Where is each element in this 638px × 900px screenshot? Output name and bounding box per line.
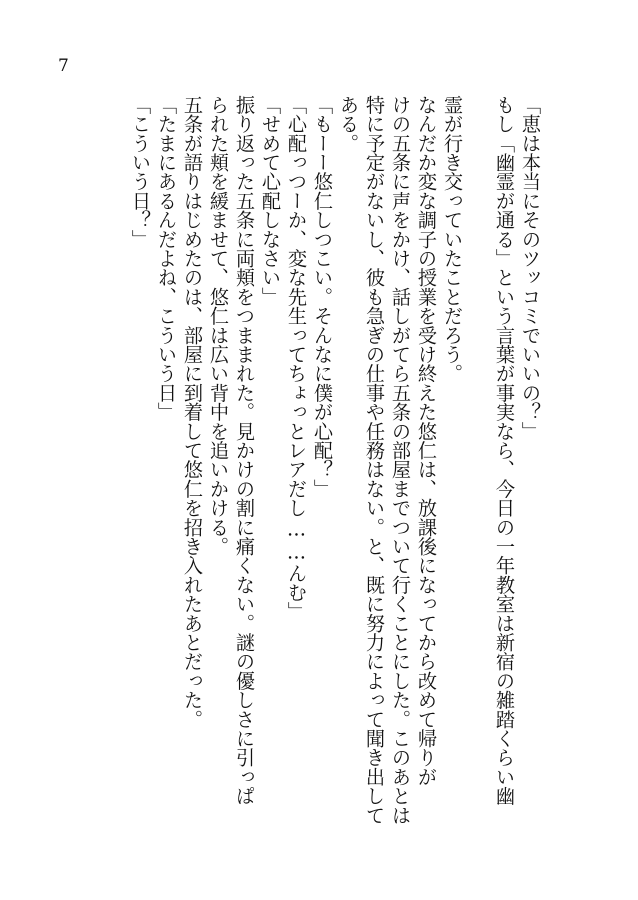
text-line: 「せめて心配しなさい」 [259, 95, 282, 307]
text-line: 振り返った五条に両頬をつままれた。見かけの割に痛くない。謎の優しさに引っぱ [233, 95, 256, 806]
text-line: 五条が語りはじめたのは、部屋に到着して悠仁を招き入れたあとだった。 [181, 95, 204, 729]
novel-text-column [127, 95, 543, 825]
text-line: 「恵は本当にそのツッコミでいいの？」 [519, 95, 542, 441]
text-line: 「たまにあるんだよね、こういう日」 [155, 95, 178, 422]
text-line: ある。 [337, 95, 360, 153]
text-line: もし「幽霊が通る」という言葉が事実なら、今日の一年教室は新宿の雑踏くらい幽 [493, 95, 516, 806]
text-line: 「心配っつーか、変な先生ってちょっとレアだし……んむ」 [285, 95, 308, 621]
text-line: 「こういう日？」 [129, 95, 152, 249]
text-line: けの五条に声をかけ、話しがてら五条の部屋までついて行くことにした。このあとは [389, 95, 412, 825]
text-line: なんだか変な調子の授業を受け終えた悠仁は、放課後になってから改めて帰りが [415, 95, 438, 787]
text-line: 「もーー悠仁しつこい。そんなに僕が心配？」 [311, 95, 334, 499]
page-number: 7 [58, 56, 69, 76]
text-line: 特に予定がないし、彼も急ぎの仕事や任務はない。と、既に努力によって聞き出して [363, 95, 386, 825]
text-line: 霊が行き交っていたことだろう。 [441, 95, 464, 383]
text-line: られた頬を緩ませて、悠仁は広い背中を追いかける。 [207, 95, 230, 556]
